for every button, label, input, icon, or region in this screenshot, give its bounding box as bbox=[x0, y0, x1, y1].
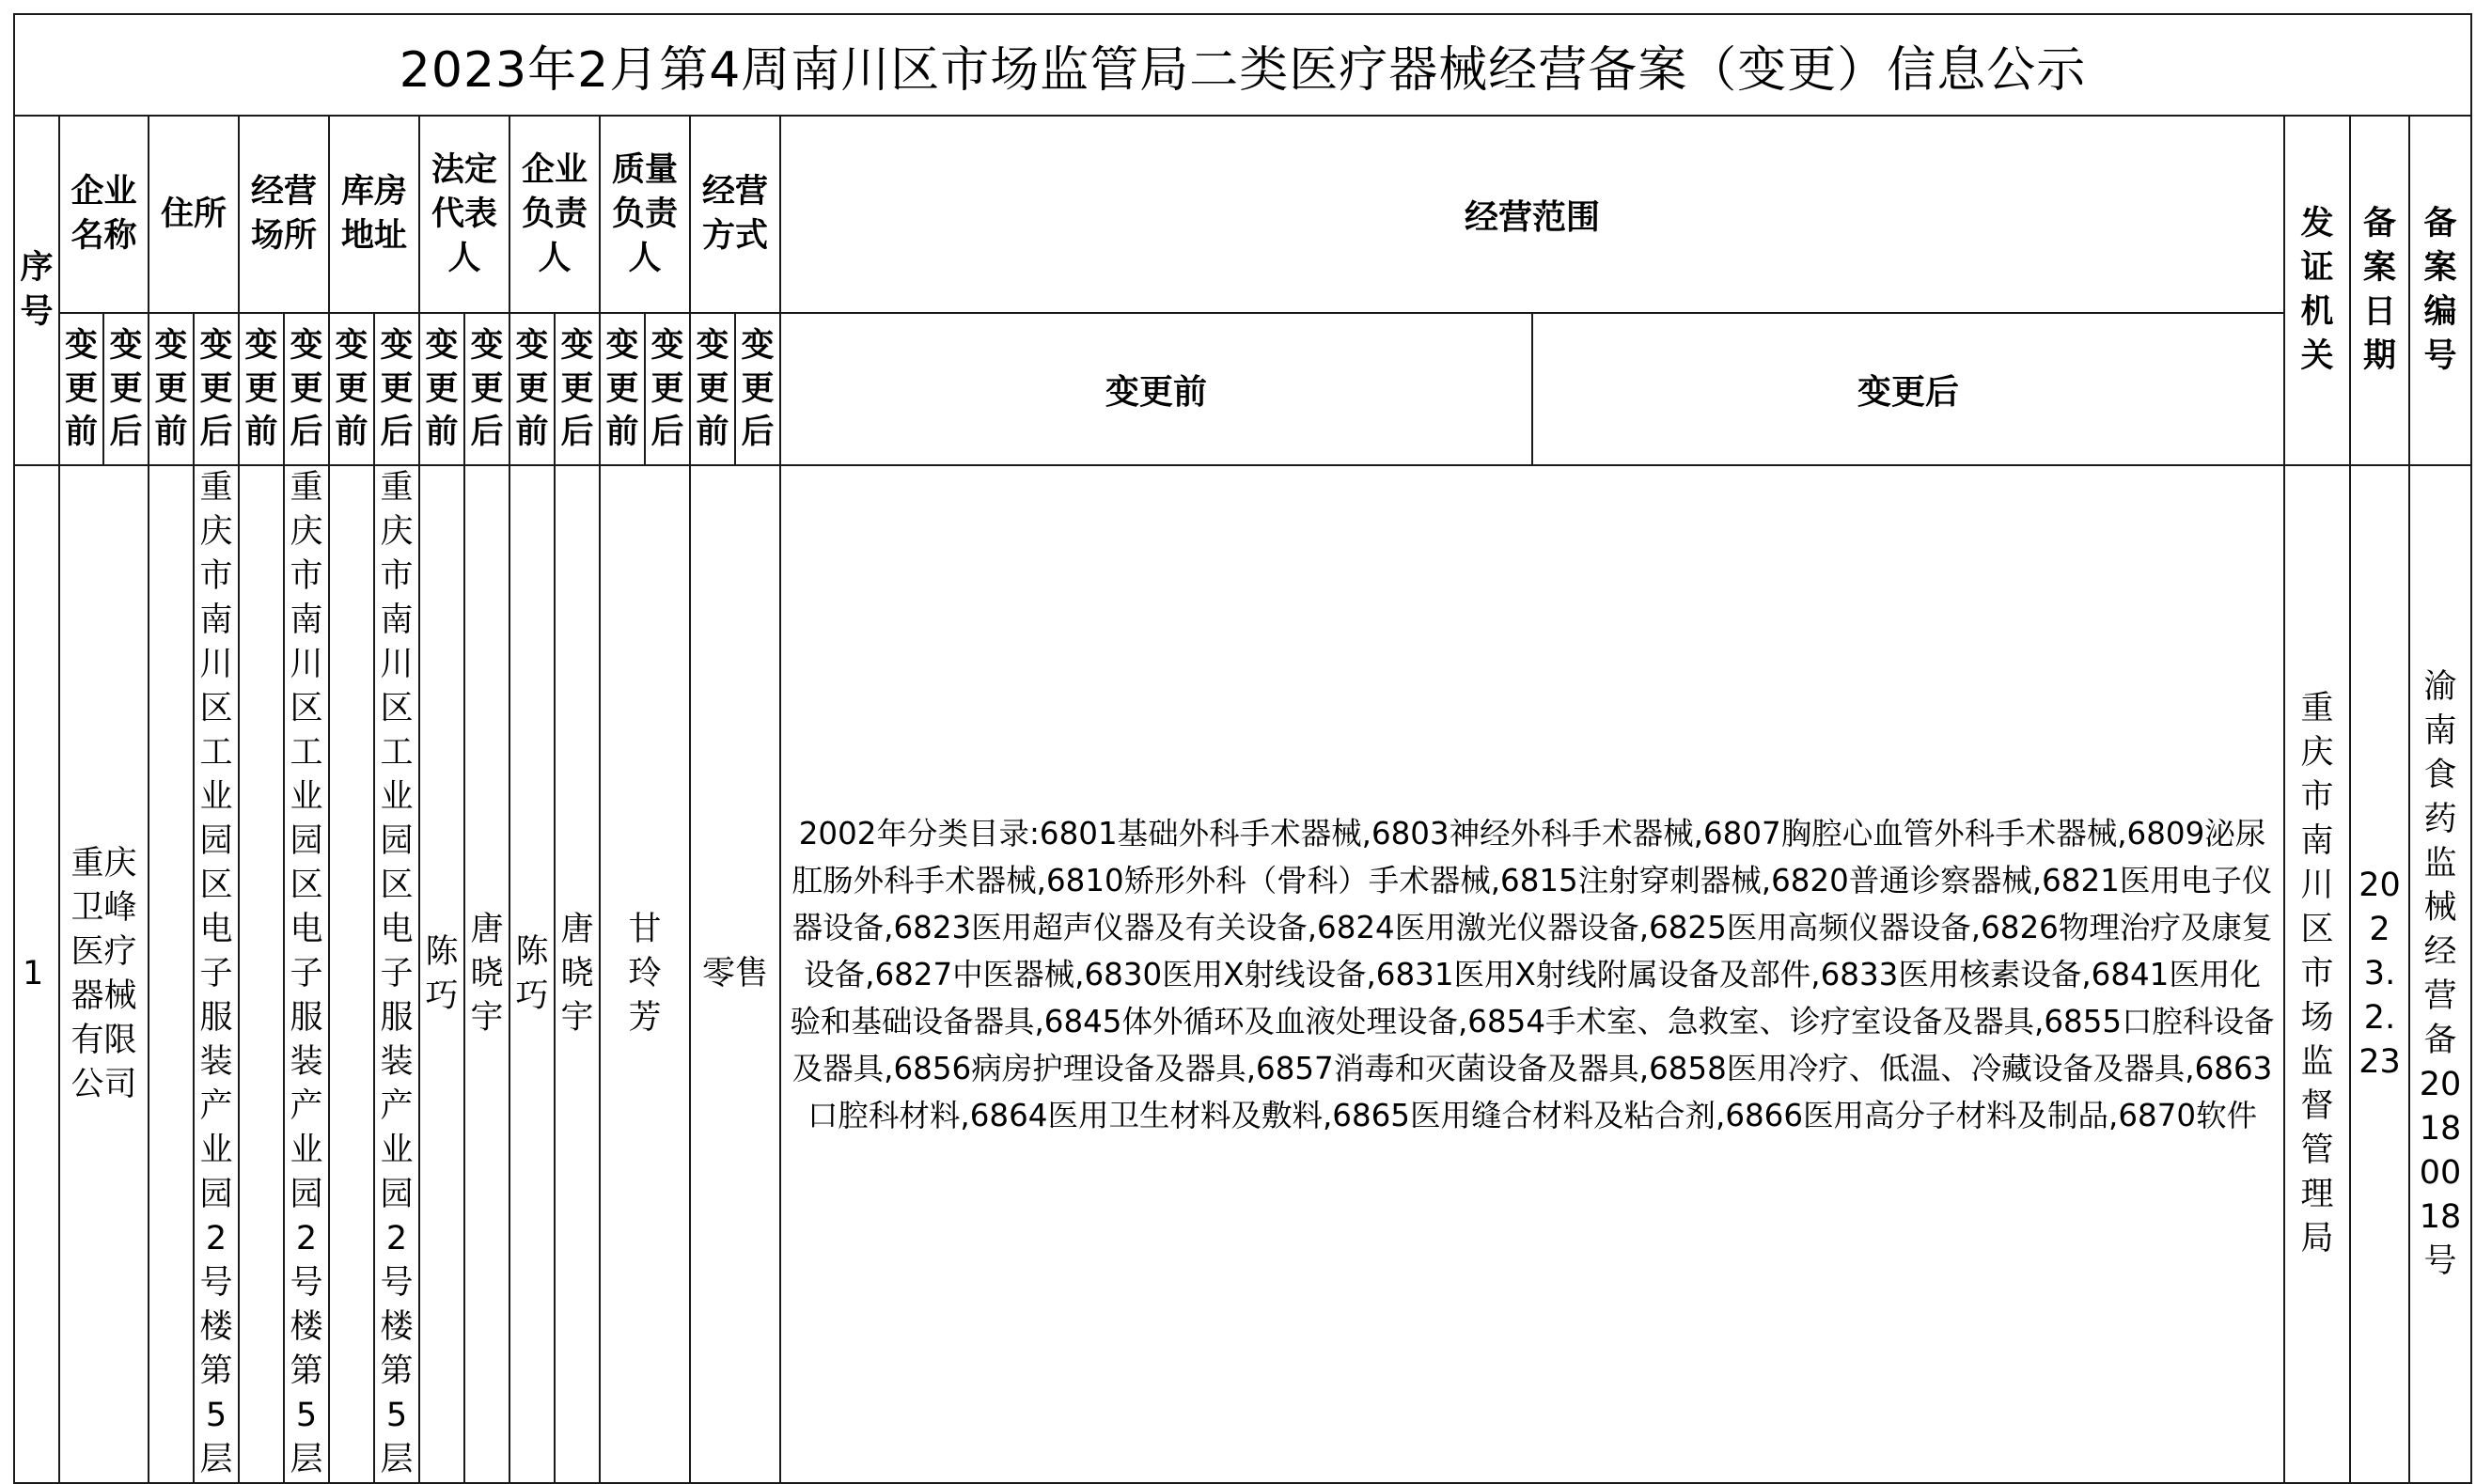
header-warehouse: 库房地址 bbox=[329, 116, 419, 313]
subheader-scope-after: 变更后 bbox=[1532, 313, 2284, 465]
cell-legal-rep-before: 陈巧 bbox=[419, 465, 464, 1483]
cell-company-name: 重庆卫峰医疗器械有限公司 bbox=[59, 465, 149, 1483]
cell-legal-rep-after: 唐晓宇 bbox=[464, 465, 509, 1483]
subheader-address-after: 变更后 bbox=[194, 313, 239, 465]
cell-principal-before: 陈巧 bbox=[509, 465, 555, 1483]
cell-business-scope: 2002年分类目录:6801基础外科手术器械,6803神经外科手术器械,6807胸腔心血管外科手术器械,6809泌尿肛肠外科手术器械,6810矫形外科（骨科）手术器械,6815注射穿刺器械,6820普通诊察器械,6821医用电子仪器设备,6823医用超声仪器及有关设备,6824医用激光仪器设备,6825医用高频仪器设备,6826物理治疗及康复设备,6827中医器械,6830医用X射线设备,6831医用X射线附属设备及部件,6833医用核素设备,6841医用化验和基础设备器具,6845体外循环及血液处理设备,6854手术室、急救室、诊疗室设备及器具,6855口腔科设备及器具,6856病房护理设备及器具,6857消毒和灭菌设备及器具,6858医用冷疗、低温、冷藏设备及器具,6863口腔科材料,6864医用卫生材料及敷料,6865医用缝合材料及粘合剂,6866医用高分子材料及制品,6870软件 bbox=[780, 465, 2284, 1483]
cell-record-date: 2023.2.23 bbox=[2350, 465, 2409, 1483]
cell-issuer: 重庆市南川区市场监督管理局 bbox=[2284, 465, 2350, 1483]
cell-record-no: 渝南食药监械经营备20180018号 bbox=[2409, 465, 2471, 1483]
cell-seq: 1 bbox=[14, 465, 59, 1483]
subheader-company-before: 变更前 bbox=[59, 313, 103, 465]
cell-quality-head: 甘玲芳 bbox=[600, 465, 690, 1483]
cell-address-before bbox=[149, 465, 194, 1483]
cell-warehouse-after: 重庆市南川区工业园区电子服装产业园2号楼第5层 bbox=[374, 465, 419, 1483]
page-title: 2023年2月第4周南川区市场监管局二类医疗器械经营备案（变更）信息公示 bbox=[14, 14, 2471, 116]
header-business-mode: 经营方式 bbox=[690, 116, 780, 313]
subheader-warehouse-before: 变更前 bbox=[329, 313, 374, 465]
subheader-scope-before: 变更前 bbox=[780, 313, 1532, 465]
subheader-address-before: 变更前 bbox=[149, 313, 194, 465]
subheader-quality-after: 变更后 bbox=[645, 313, 690, 465]
header-quality-head: 质量负责人 bbox=[600, 116, 690, 313]
subheader-legal-rep-after: 变更后 bbox=[464, 313, 509, 465]
cell-business-mode: 零售 bbox=[690, 465, 780, 1483]
subheader-legal-rep-before: 变更前 bbox=[419, 313, 464, 465]
cell-warehouse-before bbox=[329, 465, 374, 1483]
cell-address-after: 重庆市南川区工业园区电子服装产业园2号楼第5层 bbox=[194, 465, 239, 1483]
subheader-mode-before: 变更前 bbox=[690, 313, 735, 465]
cell-premises-before bbox=[239, 465, 284, 1483]
header-address: 住所 bbox=[149, 116, 239, 313]
header-premises: 经营场所 bbox=[239, 116, 329, 313]
subheader-quality-before: 变更前 bbox=[600, 313, 645, 465]
header-legal-rep: 法定代表人 bbox=[419, 116, 509, 313]
record-table-container bbox=[13, 13, 2472, 1484]
subheader-principal-after: 变更后 bbox=[555, 313, 600, 465]
subheader-company-after: 变更后 bbox=[103, 313, 149, 465]
subheader-warehouse-after: 变更后 bbox=[374, 313, 419, 465]
subheader-mode-after: 变更后 bbox=[735, 313, 780, 465]
header-issuer: 发证机关 bbox=[2284, 116, 2350, 465]
header-record-date: 备案日期 bbox=[2350, 116, 2409, 465]
subheader-premises-before: 变更前 bbox=[239, 313, 284, 465]
header-seq: 序号 bbox=[14, 116, 59, 465]
header-principal: 企业负责人 bbox=[509, 116, 600, 313]
subheader-premises-after: 变更后 bbox=[284, 313, 329, 465]
cell-principal-after: 唐晓宇 bbox=[555, 465, 600, 1483]
header-record-no: 备案编号 bbox=[2409, 116, 2471, 465]
subheader-principal-before: 变更前 bbox=[509, 313, 555, 465]
header-company-name: 企业名称 bbox=[59, 116, 149, 313]
record-table bbox=[13, 13, 2472, 1484]
cell-premises-after: 重庆市南川区工业园区电子服装产业园2号楼第5层 bbox=[284, 465, 329, 1483]
header-business-scope: 经营范围 bbox=[780, 116, 2284, 313]
table-row bbox=[14, 465, 2471, 1483]
